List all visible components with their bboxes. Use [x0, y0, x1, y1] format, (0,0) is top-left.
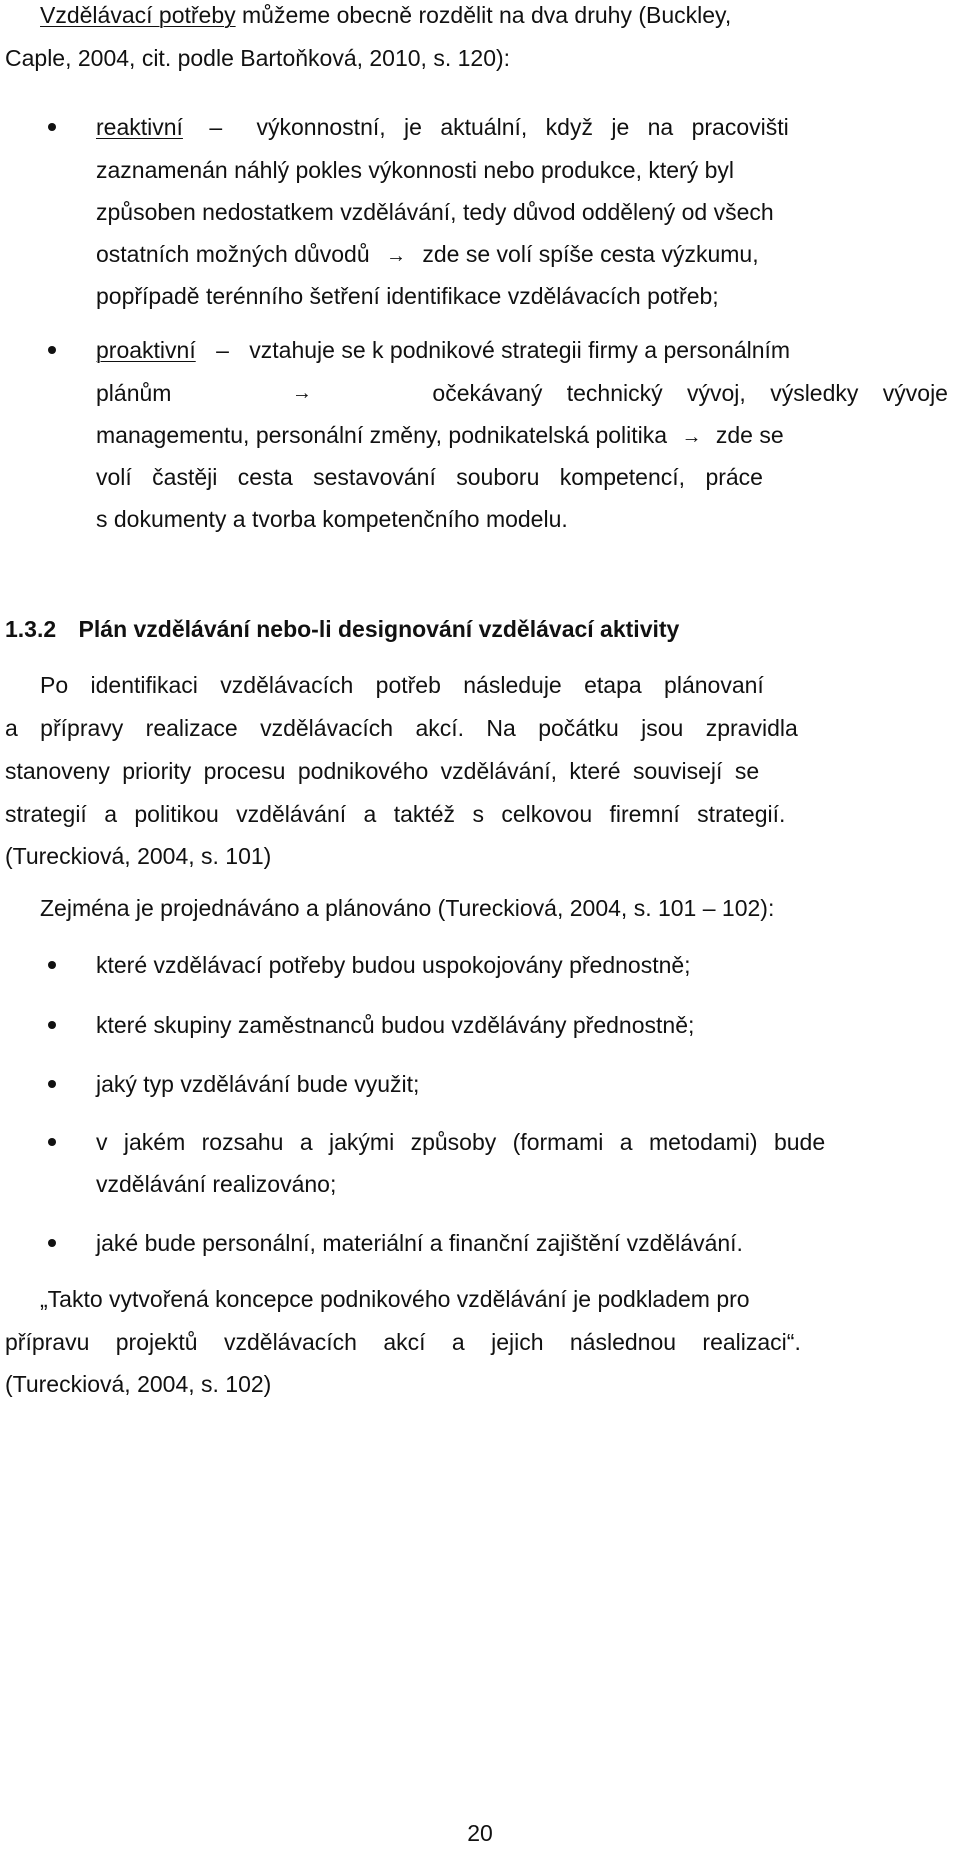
bullet-icon: [48, 961, 56, 969]
bullet-icon: [48, 123, 56, 131]
proaktivni-text-3a: managementu, personální změny, podnikatelská politika: [96, 422, 668, 448]
section-title: Plán vzdělávání nebo-li designování vzdělávací aktivity: [78, 616, 680, 642]
bullet-icon: [48, 1138, 56, 1146]
quote-line-1: „Takto vytvořená koncepce podnikového vzdělávání je podkladem pro: [40, 1286, 750, 1312]
proaktivni-text-3b: zde se: [715, 422, 784, 448]
paragraph1-line-3: stanoveny priority procesu podnikového vzdělávání, které souvisejí se: [5, 758, 760, 784]
paragraph2: Zejména je projednáváno a plánováno (Tureckiová, 2004, s. 101 – 102):: [40, 895, 775, 921]
proaktivni-text-1: vztahuje se k podnikové strategii firmy a personálním: [249, 337, 791, 363]
proaktivni-line-5: s dokumenty a tvorba kompetenčního modelu.: [96, 506, 568, 532]
paragraph1-line-2: a přípravy realizace vzdělávacích akcí. Na počátku jsou zpravidla: [5, 715, 798, 741]
plan-item-5: jaké bude personální, materiální a finanční zajištění vzdělávání.: [96, 1230, 743, 1256]
proaktivni-line-1: [96, 335, 948, 365]
plan-item-1: které vzdělávací potřeby budou uspokojovány přednostně;: [96, 952, 691, 978]
term-reaktivni: reaktivní: [96, 114, 183, 140]
intro-term-link: Vzdělávací potřeby: [40, 2, 236, 28]
reaktivni-line-5: popřípadě terénního šetření identifikace vzdělávacích potřeb;: [96, 283, 719, 309]
reaktivni-line-1: [96, 112, 948, 142]
bullet-icon: [48, 1021, 56, 1029]
paragraph1-line-4: strategií a politikou vzdělávání a taktéž s celkovou firemní strategií.: [5, 801, 786, 827]
arrow-icon: →: [291, 382, 312, 404]
quote-line-3: (Tureckiová, 2004, s. 102): [5, 1371, 272, 1397]
arrow-icon: →: [386, 245, 406, 267]
intro-line-2: Caple, 2004, cit. podle Bartoňková, 2010, s. 120):: [5, 45, 511, 71]
proaktivni-text-2a: plánům: [96, 380, 172, 406]
plan-item-2: které skupiny zaměstnanců budou vzdělávány přednostně;: [96, 1012, 695, 1038]
proaktivni-text-2b: očekávaný technický vývoj, výsledky vývoje: [432, 380, 948, 406]
reaktivni-text-4b: zde se volí spíše cesta výzkumu,: [422, 241, 759, 267]
reaktivni-text-1: výkonnostní, je aktuální, když je na pracovišti: [256, 114, 789, 140]
paragraph1-line-5: (Tureckiová, 2004, s. 101): [5, 843, 272, 869]
reaktivni-line-2: zaznamenán náhlý pokles výkonnosti nebo produkce, který byl: [96, 157, 734, 183]
plan-item-4-line-1: v jakém rozsahu a jakými způsoby (formami a metodami) bude: [96, 1129, 826, 1155]
paragraph1-line-1: Po identifikaci vzdělávacích potřeb následuje etapa plánovaní: [40, 672, 764, 698]
bullet-icon: [48, 1080, 56, 1088]
reaktivni-line-4: [96, 239, 948, 271]
intro-line-1: [40, 0, 950, 30]
plan-item-4-line-2: vzdělávání realizováno;: [96, 1171, 337, 1197]
section-heading: [5, 614, 948, 644]
page-number: 20: [467, 1820, 493, 1846]
reaktivni-line-3: způsoben nedostatkem vzdělávání, tedy důvod oddělený od všech: [96, 199, 774, 225]
arrow-icon: →: [681, 426, 702, 448]
bullet-icon: [48, 1239, 56, 1247]
quote-line-2: přípravu projektů vzdělávacích akcí a jejich následnou realizaci“.: [5, 1329, 801, 1355]
plan-item-3: jaký typ vzdělávání bude využit;: [96, 1071, 420, 1097]
bullet-icon: [48, 346, 56, 354]
reaktivni-text-4a: ostatních možných důvodů: [96, 241, 370, 267]
term-proaktivni: proaktivní: [96, 337, 196, 363]
proaktivni-line-2: [96, 378, 948, 408]
proaktivni-line-4: volí častěji cesta sestavování souboru kompetencí, práce: [96, 464, 763, 490]
dash: –: [209, 114, 223, 140]
section-number: 1.3.2: [5, 616, 57, 642]
proaktivni-line-3: [96, 420, 948, 452]
dash: –: [216, 337, 229, 363]
intro-line-1-text: můžeme obecně rozdělit na dva druhy (Buckley,: [242, 2, 732, 28]
